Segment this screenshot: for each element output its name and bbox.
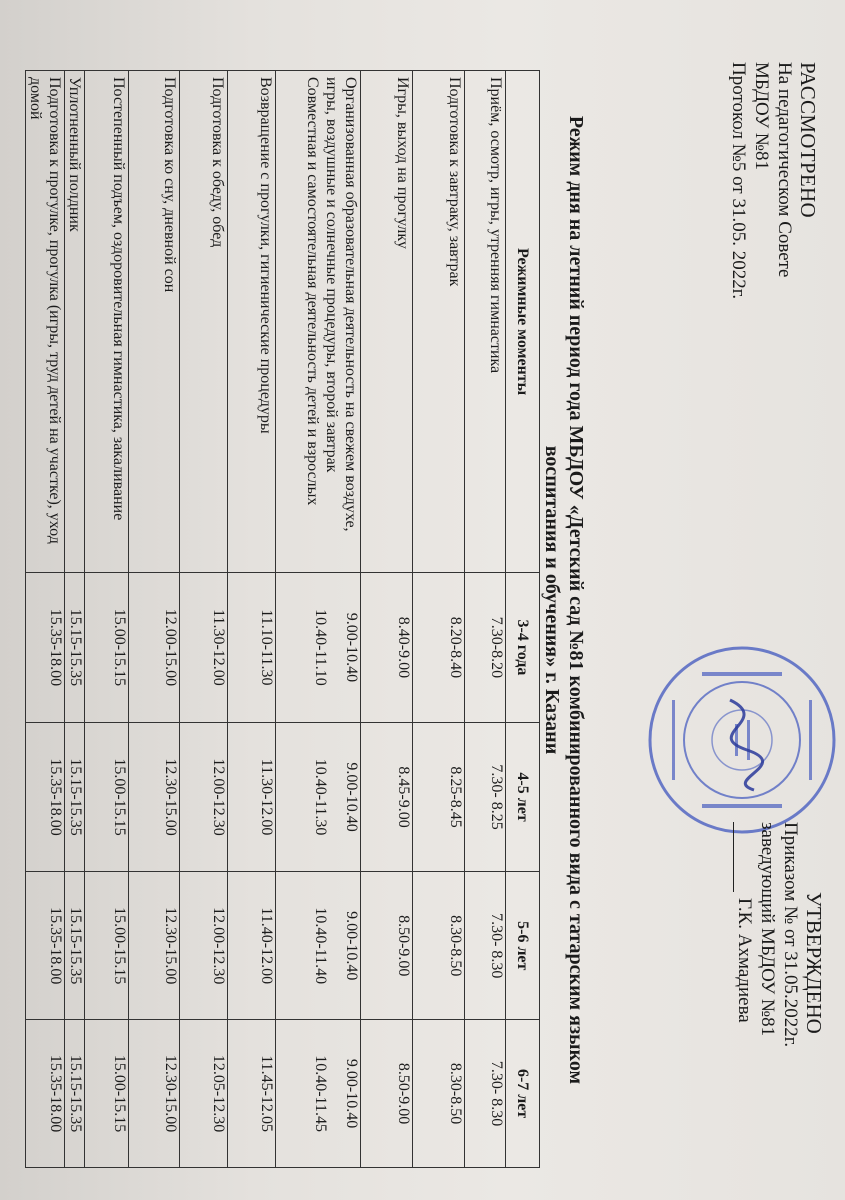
daily-schedule-table [25, 70, 540, 1168]
activity-text: Подготовка ко сну, дневной сон [161, 77, 178, 293]
signature-line [733, 822, 756, 1047]
header-age-5-6: 5-6 лет [506, 872, 540, 1020]
approved-order: Приказом № от 31.05.2022г. [780, 822, 801, 1048]
round-seal-stamp [642, 640, 842, 840]
activity-text: Организованная образовательная деятельность на свежем воздухе, [342, 77, 359, 532]
activity-cell [361, 71, 413, 573]
activity-text: Уплотненный полдник [66, 77, 83, 232]
table-row [26, 71, 65, 1168]
time-cell: 8.50-9.00 [361, 872, 413, 1020]
time-cell: 8.40-9.00 [361, 573, 413, 723]
table-row [413, 71, 465, 1168]
activity-cell [180, 71, 228, 573]
time-text: 10.40-11.40 [312, 907, 329, 985]
activity-text: Приём, осмотр, игры, утренняя гимнастика [487, 77, 504, 374]
header-age-6-7: 6-7 лет [506, 1020, 540, 1168]
time-cell: 15.15-15.35 [65, 1020, 85, 1168]
considered-line-3: Протокол №5 от 31.05. 2022г. [728, 62, 749, 300]
activity-text: игры, воздушные и солнечные процедуры, второй завтрак [323, 77, 340, 473]
time-cell: 12.00-12.30 [180, 722, 228, 872]
time-cell: 12.30-15.00 [129, 1020, 180, 1168]
time-cell: 8.45-9.00 [361, 722, 413, 872]
activity-text: Возвращение с прогулки, гигиенические процедуры [257, 77, 274, 434]
header-age-4-5: 4-5 лет [506, 722, 540, 872]
activity-cell [65, 71, 85, 573]
time-cell: 11.30-12.00 [180, 573, 228, 723]
approved-block [733, 822, 825, 1047]
table-row [65, 71, 85, 1168]
considered-line-1: На педагогическом Совете [774, 62, 795, 278]
signature-name: Г.К. Ахмадиева [734, 898, 755, 1023]
table-row [85, 71, 129, 1168]
time-text: 9.00-10.40 [343, 1058, 360, 1129]
time-text: 10.40-11.10 [312, 609, 329, 686]
time-text: 9.00-10.40 [343, 911, 360, 981]
time-cell: 15.35-18.00 [26, 573, 65, 723]
time-cell: 15.15-15.35 [65, 573, 85, 723]
approved-heading: УТВЕРЖДЕНО [802, 892, 826, 1034]
time-cell: 12.30-15.00 [129, 722, 180, 872]
time-cell: 15.00-15.15 [85, 722, 129, 872]
time-cell: 15.35-18.00 [26, 722, 65, 872]
time-cell: 12.00-15.00 [129, 573, 180, 723]
title-line-2: воспитания и обучения» г. Казани [541, 445, 563, 755]
time-cell: 15.00-15.15 [85, 1020, 129, 1168]
time-cell: 7.30- 8.30 [465, 1020, 506, 1168]
title-line-1: Режим дня на летний период года МБДОУ «Детский сад №81 комбинированного вида с татарским языком [565, 115, 587, 1085]
time-cell [276, 573, 361, 723]
time-cell: 15.35-18.00 [26, 872, 65, 1020]
signature-blank [733, 822, 752, 892]
activity-cell [129, 71, 180, 573]
considered-line-2: МБДОУ №81 [751, 62, 772, 171]
activity-text: Игры, выход на прогулку [394, 77, 411, 249]
time-cell: 7.30-8.20 [465, 573, 506, 723]
table-row [276, 71, 361, 1168]
time-cell: 15.35-18.00 [26, 1020, 65, 1168]
time-cell [276, 872, 361, 1020]
time-cell: 7.30- 8.30 [465, 872, 506, 1020]
activity-cell [465, 71, 506, 573]
activity-text: Подготовка к завтраку, завтрак [446, 77, 463, 287]
table-header-row [506, 71, 540, 1168]
time-cell: 11.45-12.05 [228, 1020, 276, 1168]
activity-text: Подготовка к прогулке, прогулка (игры, труд детей на участке), уход [46, 77, 63, 544]
time-cell: 15.00-15.15 [85, 872, 129, 1020]
considered-heading: РАССМОТРЕНО [796, 62, 820, 218]
header-age-3-4: 3-4 года [506, 573, 540, 723]
table-row [361, 71, 413, 1168]
activity-text: Совместная и самостоятельная деятельность детей и взрослых [304, 77, 321, 506]
time-text: 9.00-10.40 [343, 612, 360, 683]
time-cell: 15.15-15.35 [65, 722, 85, 872]
time-cell: 8.25-8.45 [413, 722, 465, 872]
time-cell: 8.20-8.40 [413, 573, 465, 723]
table-row [228, 71, 276, 1168]
time-cell [276, 722, 361, 872]
considered-block [727, 62, 819, 299]
time-cell: 11.40-12.00 [228, 872, 276, 1020]
activity-cell [85, 71, 129, 573]
time-text: 10.40-11.30 [312, 758, 329, 836]
document-title [540, 80, 588, 1120]
header-activity: Режимные моменты [506, 71, 540, 573]
time-cell: 12.30-15.00 [129, 872, 180, 1020]
time-cell: 7.30- 8.25 [465, 722, 506, 872]
time-text: 9.00-10.40 [343, 762, 360, 832]
time-cell: 12.05-12.30 [180, 1020, 228, 1168]
time-cell: 11.30-12.00 [228, 722, 276, 872]
time-cell: 12.00-12.30 [180, 872, 228, 1020]
time-cell: 8.30-8.50 [413, 872, 465, 1020]
time-text: 10.40-11.45 [312, 1055, 329, 1132]
activity-cell [228, 71, 276, 573]
activity-text: Подготовка к обеду, обед [209, 77, 226, 248]
table-row [180, 71, 228, 1168]
time-cell: 8.50-9.00 [361, 1020, 413, 1168]
approved-position: заведующий МБДОУ №81 [757, 822, 778, 1037]
table-row [465, 71, 506, 1168]
activity-cell [26, 71, 65, 573]
activity-cell [413, 71, 465, 573]
activity-cell [276, 71, 361, 573]
activity-text: домой [27, 77, 44, 120]
time-cell [276, 1020, 361, 1168]
time-cell: 8.30-8.50 [413, 1020, 465, 1168]
activity-text: Постепенный подъем, оздоровительная гимнастика, закаливание [110, 77, 127, 521]
table-row [129, 71, 180, 1168]
time-cell: 15.15-15.35 [65, 872, 85, 1020]
time-cell: 11.10-11.30 [228, 573, 276, 723]
signature-scribble [730, 700, 763, 790]
time-cell: 15.00-15.15 [85, 573, 129, 723]
